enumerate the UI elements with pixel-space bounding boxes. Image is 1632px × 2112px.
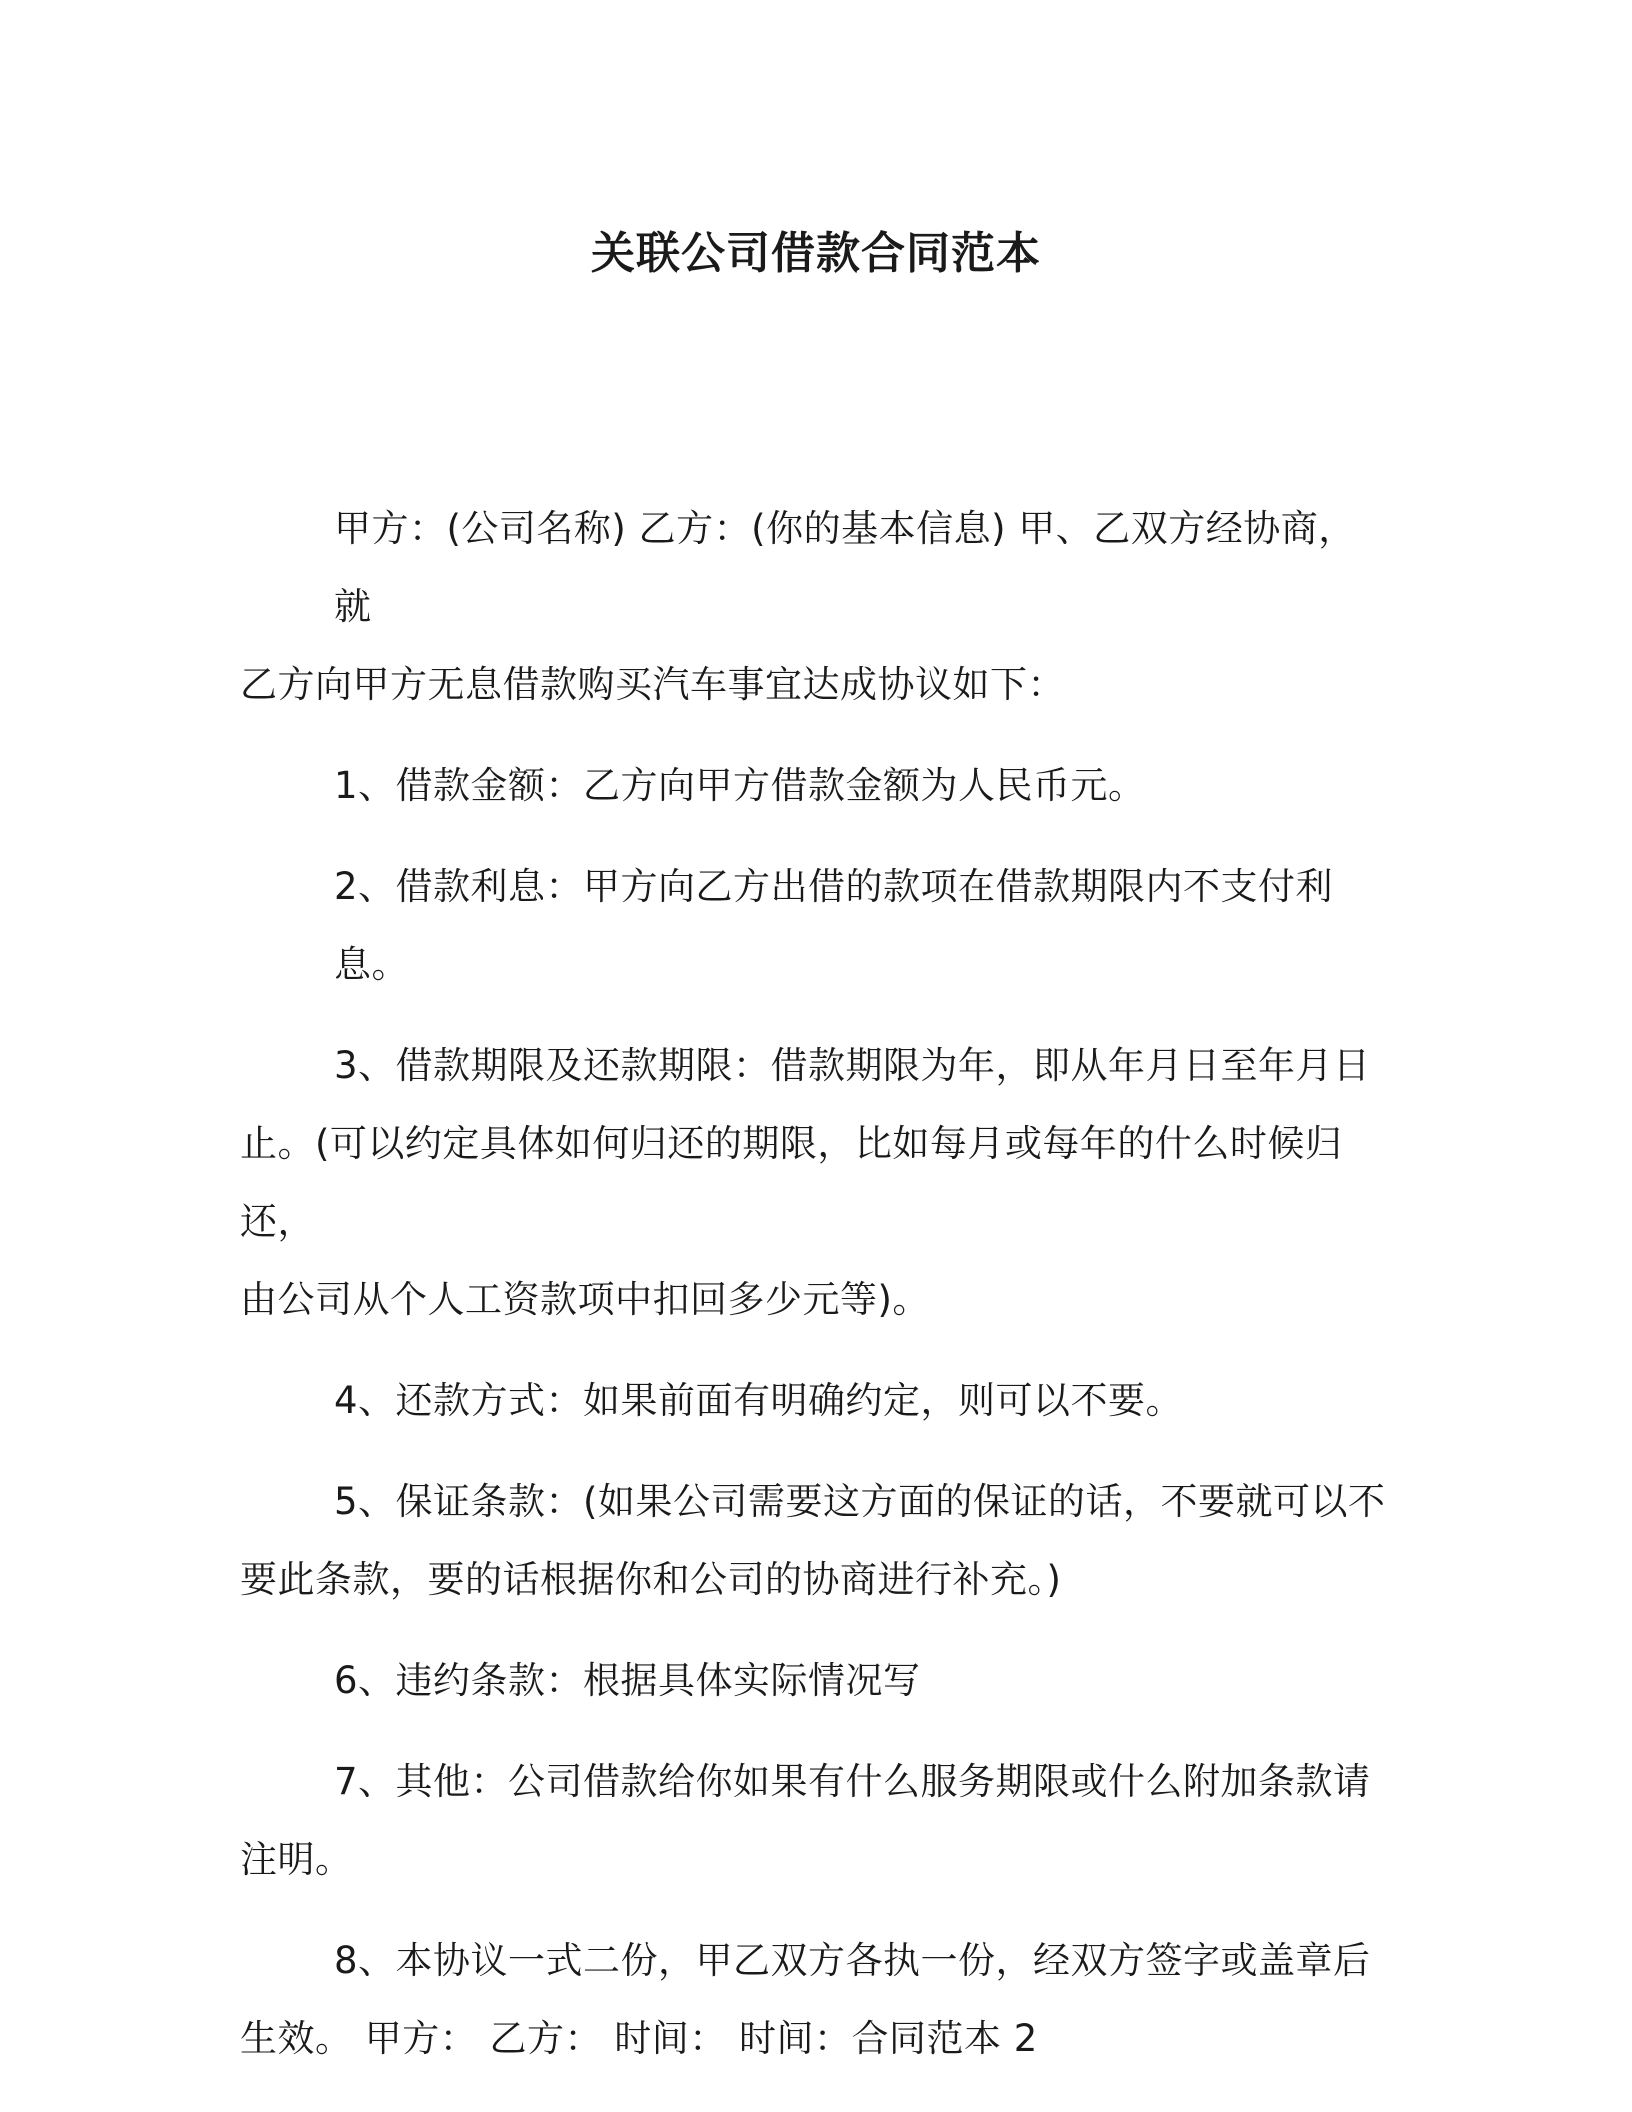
paragraph-parties (240, 490, 1390, 724)
clause-1-loan-amount (240, 747, 1390, 825)
paragraph-line: 生效。 甲方： 乙方： 时间： 时间：合同范本 2 (240, 2017, 1038, 2060)
paragraph-line: 止。(可以约定具体如何归还的期限，比如每月或每年的什么时候归还， (240, 1122, 1343, 1243)
paragraph-line: 6、违约条款：根据具体实际情况写 (334, 1659, 921, 1702)
paragraph-line: 注明。 (240, 1838, 353, 1881)
clause-2-interest (240, 848, 1390, 1004)
document-title: 关联公司借款合同范本 (591, 228, 1041, 279)
paragraph-line: 由公司从个人工资款项中扣回多少元等)。 (240, 1278, 930, 1321)
paragraph-line: 乙方向甲方无息借款购买汽车事宜达成协议如下： (240, 663, 1065, 706)
clause-4-repayment (240, 1362, 1390, 1440)
paragraph-line: 5、保证条款：(如果公司需要这方面的保证的话，不要就可以不 (334, 1480, 1386, 1523)
clause-3-term (240, 1027, 1390, 1339)
paragraph-line: 4、还款方式：如果前面有明确约定，则可以不要。 (334, 1379, 1184, 1422)
clause-5-guarantee (240, 1463, 1390, 1619)
clause-6-breach (240, 1642, 1390, 1720)
paragraph-line: 甲方：(公司名称) 乙方：(你的基本信息) 甲、乙双方经协商，就 (334, 507, 1356, 628)
paragraph-line: 1、借款金额：乙方向甲方借款金额为人民币元。 (334, 764, 1146, 807)
clause-7-other (240, 1743, 1390, 1899)
paragraph-line: 8、本协议一式二份，甲乙双方各执一份，经双方签字或盖章后 (334, 1939, 1371, 1982)
clause-8-effect-signatures (240, 1922, 1390, 2078)
paragraph-line: 3、借款期限及还款期限：借款期限为年，即从年月日至年月日 (334, 1044, 1371, 1087)
paragraph-line: 7、其他：公司借款给你如果有什么服务期限或什么附加条款请 (334, 1760, 1371, 1803)
paragraph-line: 2、借款利息：甲方向乙方出借的款项在借款期限内不支付利息。 (334, 865, 1334, 986)
document-body (240, 490, 1390, 2101)
paragraph-line: 要此条款，要的话根据你和公司的协商进行补充。) (240, 1558, 1062, 1601)
